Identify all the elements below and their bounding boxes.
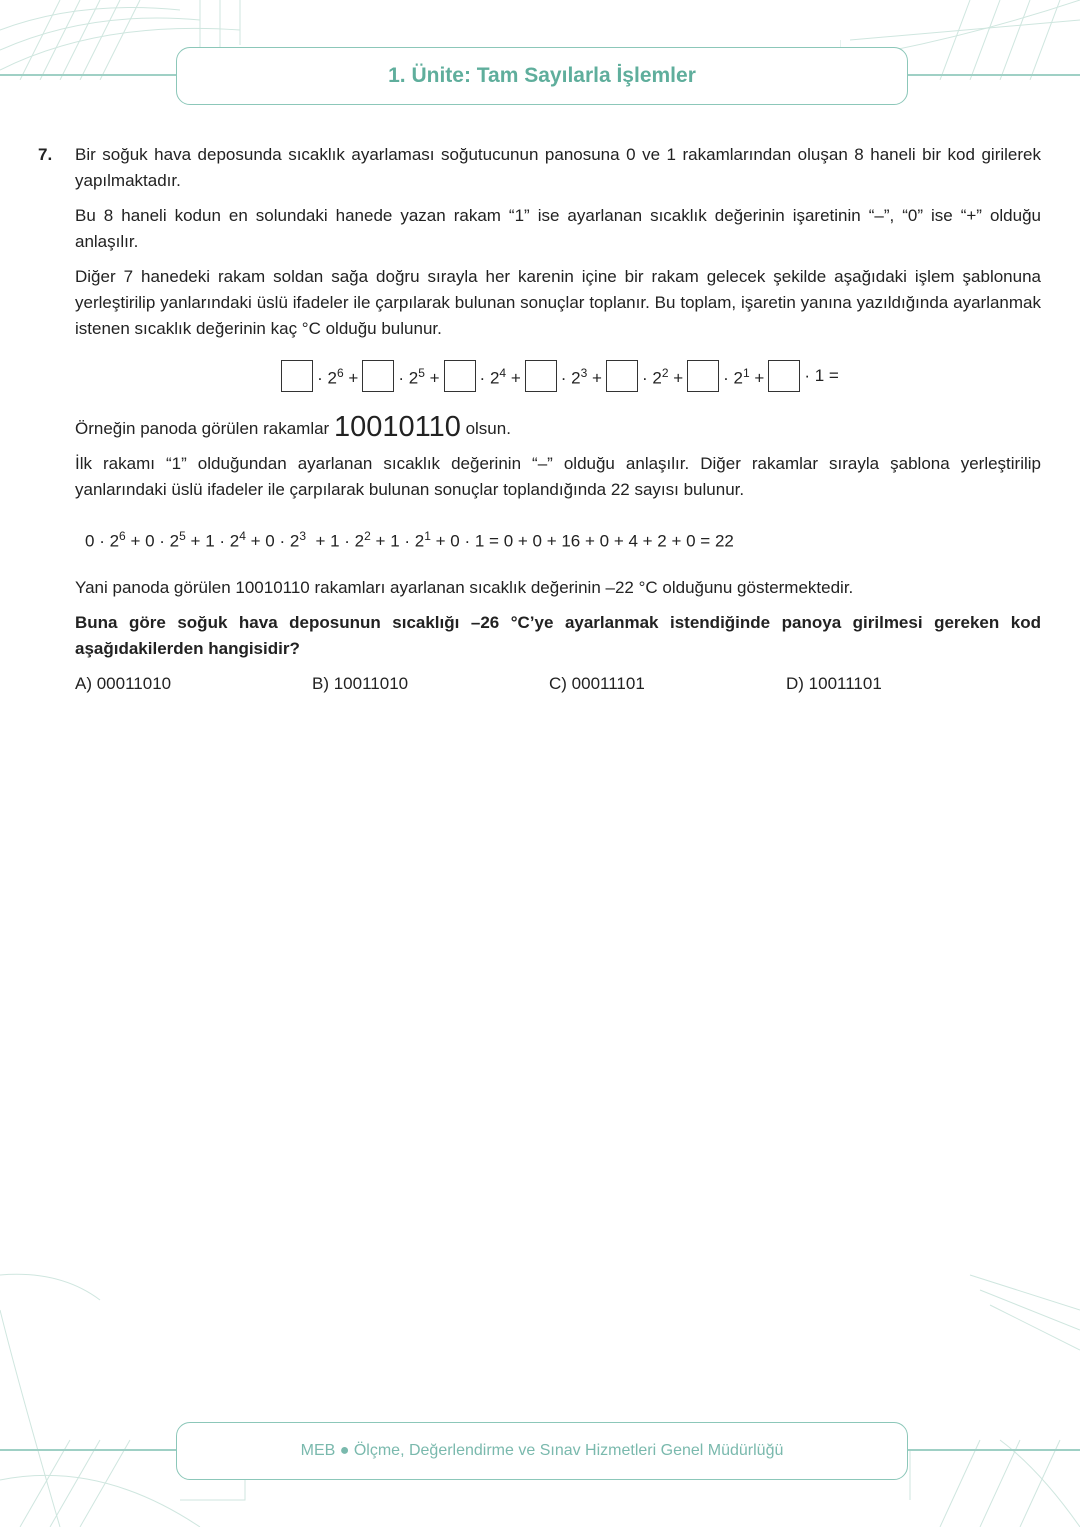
digit-box	[281, 360, 313, 392]
digit-box	[768, 360, 800, 392]
paragraph-example-result: Yani panoda görülen 10010110 rakamları ayarlanan sıcaklık değerinin –22 °C olduğunu göstermektedir.	[75, 577, 854, 597]
unit-title: 1. Ünite: Tam Sayılarla İşlemler	[388, 64, 696, 87]
question-body	[75, 142, 1041, 697]
digit-box	[687, 360, 719, 392]
option-a[interactable]: A) 00011010	[75, 673, 172, 693]
footer-banner	[176, 1422, 908, 1480]
digit-box	[606, 360, 638, 392]
answer-options	[75, 671, 1041, 697]
question-prompt: Buna göre soğuk hava deposunun sıcaklığı –26 °C’ye ayarlanmak istendiğinde panoya girilmesi gereken kod aşağıdakilerden hangisidir?	[75, 612, 1041, 658]
digit-box	[525, 360, 557, 392]
paragraph-template-rule: Diğer 7 hanedeki rakam soldan sağa doğru sırayla her karenin içine bir rakam gelecek şekilde aşağıdaki işlem şablonuna yerleştirilip yanlarındaki üslü ifadeler ile çarpılarak bulunan sonuçlar toplanır. Bu toplam, işaretin yanına yazıldığında ayarlanmak istenen sıcaklık değerinin kaç °C olduğu bulunur.	[75, 267, 1041, 338]
paragraph-sign-rule: Bu 8 haneli kodun en solundaki hanede yazan rakam “1” ise ayarlanan sıcaklık değerinin işaretinin “–”, “0” ise “+” olduğu anlaşılır.	[75, 206, 1041, 251]
decorative-pattern-bottom-left	[0, 1270, 250, 1527]
question-number: 7.	[38, 145, 53, 164]
paragraph-example-explanation: İlk rakamı “1” olduğundan ayarlanan sıcaklık değerinin “–” olduğu anlaşılır. Diğer rakamlar sırayla şablona yerleştirilip yanlarındaki üslü ifadeler ile çarpılarak bulunan sonuçlar toplandığında 22 sayısı bulunur.	[75, 454, 1041, 499]
digit-box	[444, 360, 476, 392]
paragraph-example: Örneğin panoda görülen rakamlar 10010110 olsun.	[75, 411, 511, 443]
example-calculation: $0 \cdot 2^6 + 0 \cdot 2^5 + 1 \cdot 2^4 + 0 \cdot 2^3 + 1 \cdot 2^2 + 1 \cdot 2^1 + 0 \cdot 1 = 0 + 0 + 16 + 0 + 4 + 2 + 0 = 22$	[85, 529, 734, 551]
option-d[interactable]: D) 10011101	[786, 673, 882, 693]
digit-box	[362, 360, 394, 392]
option-b[interactable]: B) 10011010	[312, 673, 409, 693]
footer-text: MEB ● Ölçme, Değerlendirme ve Sınav Hizmetleri Genel Müdürlüğü	[300, 1442, 784, 1459]
template-formula: · $2^6$ + · $2^5$ + · $2^4$ + · $2^3$ + · $2^2$ + · $2^1$ + · 1 =	[75, 360, 1041, 392]
paragraph-intro: Bir soğuk hava deposunda sıcaklık ayarlaması soğutucunun panosuna 0 ve 1 rakamlarından oluşan 8 haneli bir kod girilerek yapılmaktadır.	[75, 145, 1041, 190]
header-banner	[176, 47, 908, 105]
option-c[interactable]: C) 00011101	[549, 673, 645, 693]
decorative-pattern-bottom-right	[880, 1270, 1080, 1527]
example-code: 10010110	[333, 411, 461, 443]
